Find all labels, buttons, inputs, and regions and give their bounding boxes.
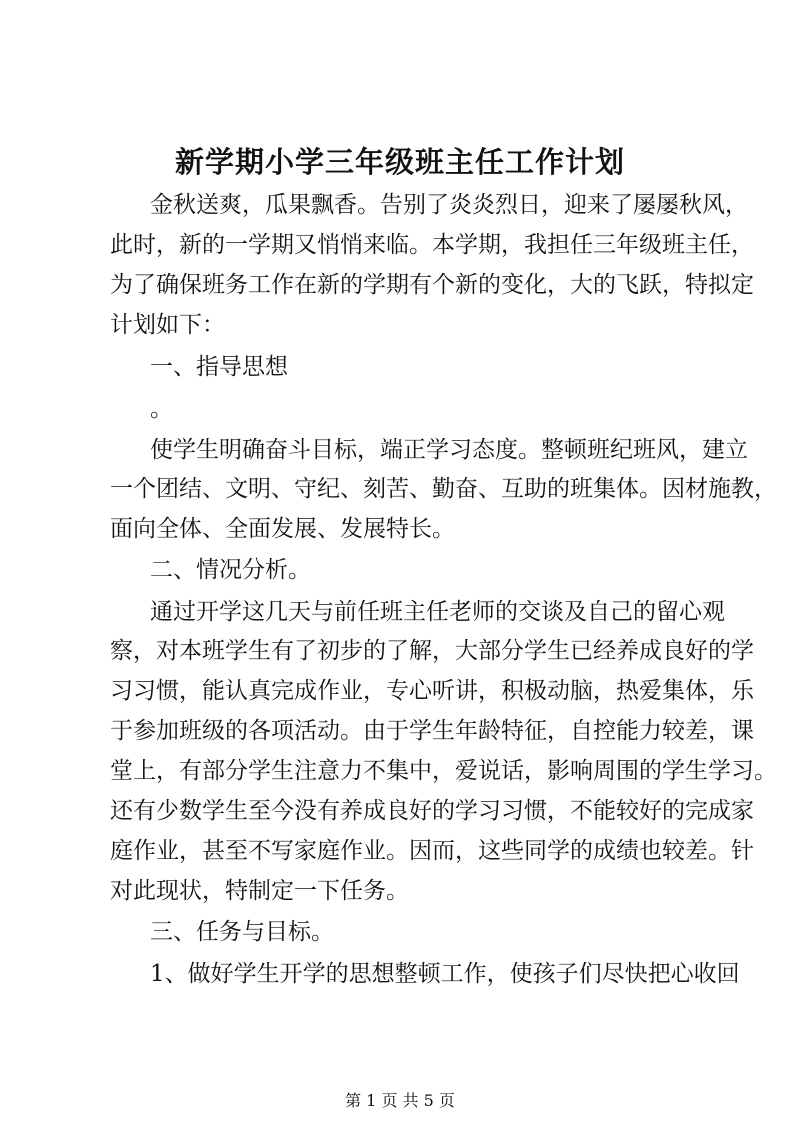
paragraph-line: 庭作业，甚至不写家庭作业。因而，这些同学的成绩也较差。针: [110, 838, 754, 864]
section-heading: 三、任务与目标。: [150, 919, 334, 945]
paragraph-line: 计划如下：: [110, 312, 225, 338]
document-title: 新学期小学三年级班主任工作计划: [174, 145, 625, 179]
paragraph-line: 察，对本班学生有了初步的了解，大部分学生已经养成良好的学: [110, 638, 754, 664]
paragraph-line: 通过开学这几天与前任班主任老师的交谈及自己的留心观: [150, 599, 725, 625]
paragraph-line: 于参加班级的各项活动。由于学生年龄特征，自控能力较差，课: [110, 718, 754, 744]
section-heading: 二、情况分析。: [150, 557, 311, 583]
paragraph-line: 为了确保班务工作在新的学期有个新的变化，大的飞跃，特拟定: [110, 272, 754, 298]
paragraph-line: 此时，新的一学期又悄悄来临。本学期，我担任三年级班主任，: [110, 232, 754, 258]
paragraph-line: 面向全体、全面发展、发展特长。: [110, 516, 455, 542]
paragraph-line: 还有少数学生至今没有养成良好的学习习惯，不能较好的完成家: [110, 798, 754, 824]
paragraph-line: 。: [150, 396, 173, 422]
paragraph-line: 习习惯，能认真完成作业，专心听讲，积极动脑，热爱集体，乐: [110, 678, 754, 704]
section-heading: 一、指导思想: [150, 354, 288, 380]
paragraph-line: 一个团结、文明、守纪、刻苦、勤奋、互助的班集体。因材施教，: [110, 476, 777, 502]
paragraph-line: 金秋送爽，瓜果飘香。告别了炎炎烈日，迎来了屡屡秋风，: [150, 192, 748, 218]
paragraph-line: 使学生明确奋斗目标，端正学习态度。整顿班纪班风，建立: [150, 437, 748, 463]
paragraph-line: 1、做好学生开学的思想整顿工作，使孩子们尽快把心收回: [150, 961, 740, 987]
paragraph-line: 堂上，有部分学生注意力不集中，爱说话，影响周围的学生学习。: [110, 758, 777, 784]
page-number: 第 1 页 共 5 页: [345, 1091, 455, 1110]
paragraph-line: 对此现状，特制定一下任务。: [110, 878, 409, 904]
